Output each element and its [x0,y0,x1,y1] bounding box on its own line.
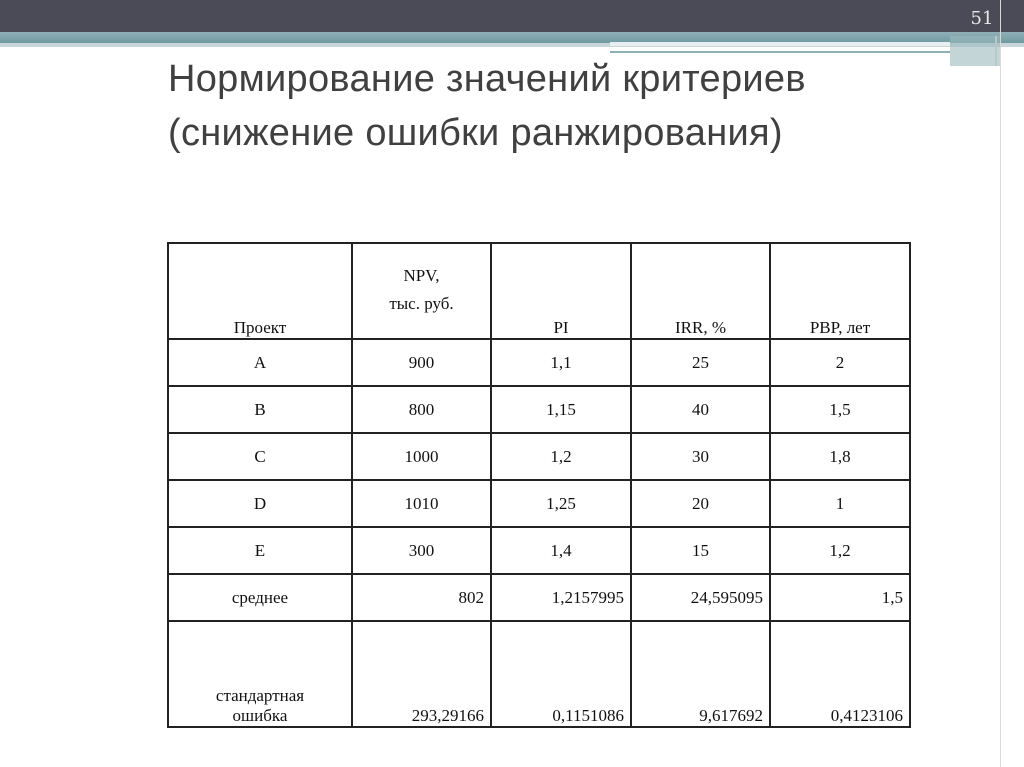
cell-pbp: 1,5 [770,386,910,433]
cell-std-error-irr: 9,617692 [631,621,770,727]
header-pbp: PBP, лет [770,243,910,339]
cell-mean-label: среднее [168,574,352,621]
std-error-label-line2: ошибка [232,706,288,725]
cell-pbp: 1 [770,480,910,527]
cell-pi: 1,25 [491,480,631,527]
slide-title [168,52,968,160]
table-header-row [168,243,910,339]
header-pi: PI [491,243,631,339]
cell-irr: 30 [631,433,770,480]
cell-std-error-npv: 293,29166 [352,621,491,727]
table-row [168,527,910,574]
cell-irr: 25 [631,339,770,386]
table-row [168,386,910,433]
std-error-label-line1: стандартная [215,686,305,705]
cell-npv: 1000 [352,433,491,480]
cell-pi: 1,1 [491,339,631,386]
table-row-mean [168,574,910,621]
cell-irr: 15 [631,527,770,574]
cell-mean-irr: 24,595095 [631,574,770,621]
cell-mean-pi: 1,2157995 [491,574,631,621]
right-divider [1000,0,1001,767]
table-row [168,433,910,480]
cell-std-error-pi: 0,1151086 [491,621,631,727]
cell-project: A [168,339,352,386]
cell-project: E [168,527,352,574]
cell-pbp: 2 [770,339,910,386]
cell-project: D [168,480,352,527]
table-row [168,480,910,527]
header-npv [352,243,491,339]
cell-mean-npv: 802 [352,574,491,621]
cell-npv: 800 [352,386,491,433]
title-line-1: Нормирование значений критериев [168,58,806,100]
header-project: Проект [168,243,352,339]
cell-pi: 1,15 [491,386,631,433]
cell-pi: 1,2 [491,433,631,480]
table-row-std-error [168,621,910,727]
criteria-table [167,242,911,728]
cell-std-error-label [168,621,352,727]
table-row [168,339,910,386]
cell-npv: 300 [352,527,491,574]
cell-pi: 1,4 [491,527,631,574]
cell-project: C [168,433,352,480]
slide-number: 51 [970,8,994,29]
header-npv-line2: тыс. руб. [389,294,454,313]
cell-pbp: 1,2 [770,527,910,574]
cell-npv: 900 [352,339,491,386]
cell-irr: 20 [631,480,770,527]
title-line-2: (снижение ошибки ранжирования) [168,112,783,154]
cell-std-error-pbp: 0,4123106 [770,621,910,727]
cell-pbp: 1,8 [770,433,910,480]
header-irr: IRR, % [631,243,770,339]
header-bar [0,0,1024,32]
cell-project: B [168,386,352,433]
cell-mean-pbp: 1,5 [770,574,910,621]
cell-npv: 1010 [352,480,491,527]
cell-irr: 40 [631,386,770,433]
header-npv-line1: NPV, [403,266,440,285]
